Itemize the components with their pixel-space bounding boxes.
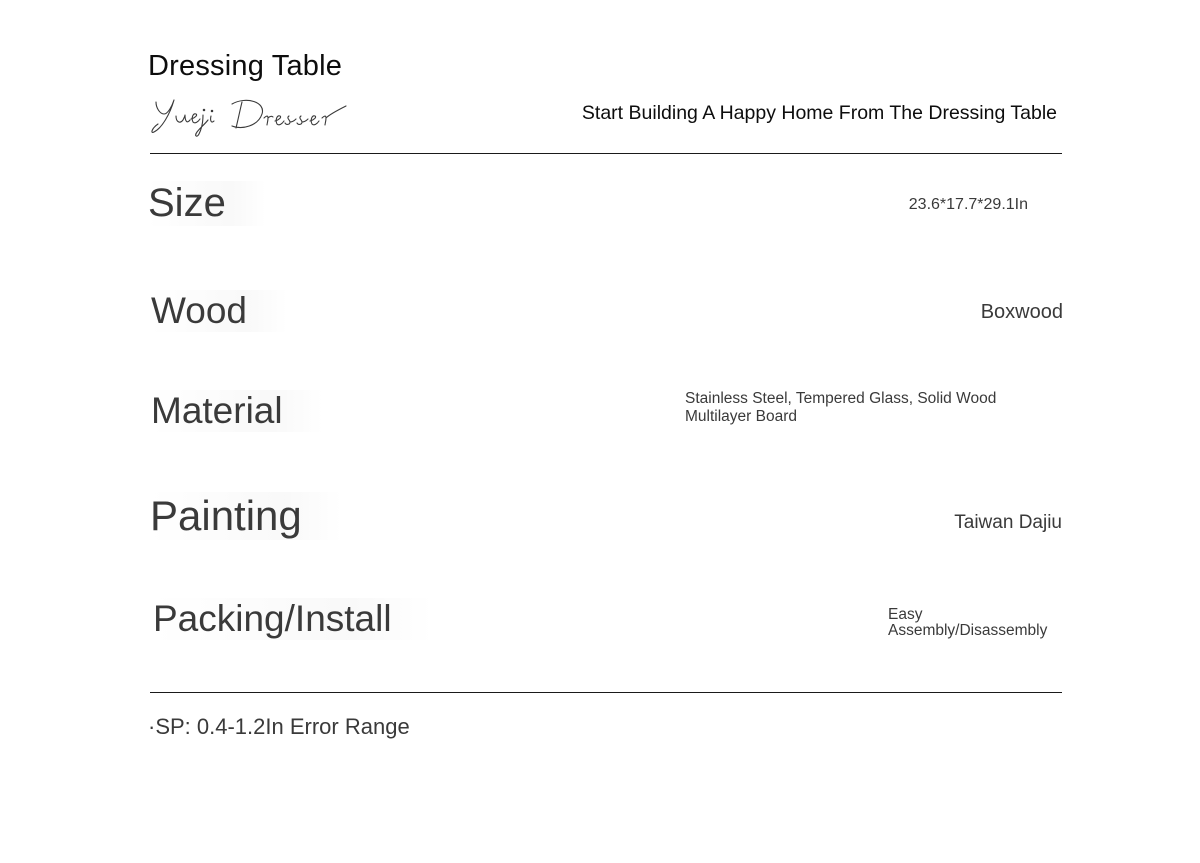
- spec-label-packing-install: Packing/Install: [153, 598, 432, 640]
- spec-value-material: Stainless Steel, Tempered Glass, Solid Wood Multilayer Board: [685, 390, 997, 425]
- footnote-error-range: ·SP: 0.4-1.2In Error Range: [148, 714, 410, 739]
- spec-value-wood: Boxwood: [980, 301, 1063, 323]
- spec-value-painting: Taiwan Dajiu: [954, 512, 1062, 533]
- script-logo: [150, 88, 350, 140]
- tagline: Start Building A Happy Home From The Dressing Table: [581, 102, 1057, 124]
- spec-label-size: Size: [148, 181, 266, 226]
- spec-label-wood: Wood: [151, 290, 287, 332]
- page-title: Dressing Table: [148, 50, 343, 82]
- spec-value-packing-install: Easy Assembly/Disassembly: [888, 606, 1048, 639]
- top-divider: [150, 153, 1062, 154]
- spec-value-size: 23.6*17.7*29.1In: [908, 196, 1028, 213]
- spec-label-material: Material: [151, 390, 323, 432]
- bottom-divider: [150, 692, 1062, 693]
- spec-label-painting: Painting: [150, 492, 342, 540]
